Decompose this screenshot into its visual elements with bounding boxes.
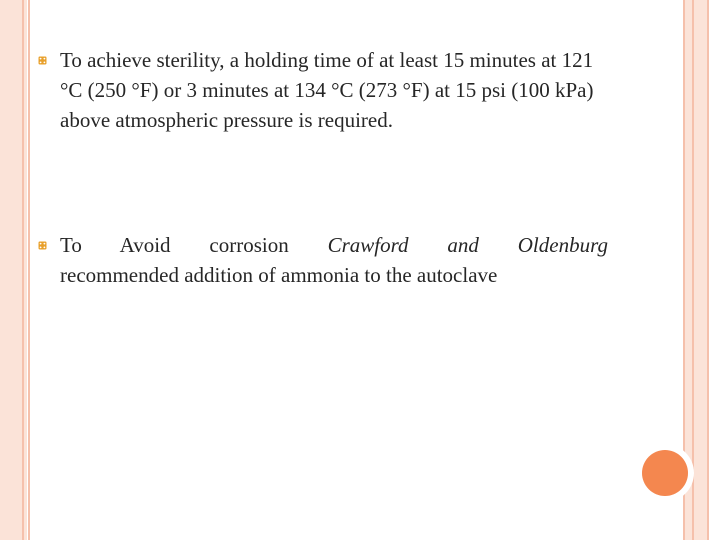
slide-content bbox=[38, 45, 608, 290]
bullet-text: recommended addition of ammonia to the autoclave bbox=[60, 263, 498, 287]
bullet-text: To achieve sterility, a holding time of at least 15 minutes at 121 °C (250 °F) or 3 minutes at 134 °C (273 °F) at 15 psi (100 kPa) above atmospheric pressure is required. bbox=[60, 48, 594, 132]
left-margin-rule bbox=[22, 0, 24, 540]
dice-bullet-icon bbox=[38, 56, 47, 65]
left-margin-rule bbox=[28, 0, 30, 540]
bullet-text-lead: To Avoid corrosion bbox=[60, 233, 328, 257]
dice-bullet-icon bbox=[38, 241, 47, 250]
author-names: Crawford and Oldenburg bbox=[327, 233, 608, 257]
bullet-item bbox=[38, 230, 608, 290]
accent-circle bbox=[642, 450, 688, 496]
bullet-item bbox=[38, 45, 608, 135]
right-margin-rule bbox=[692, 0, 694, 540]
right-margin-rule bbox=[707, 0, 709, 540]
bullet-line bbox=[60, 230, 608, 260]
